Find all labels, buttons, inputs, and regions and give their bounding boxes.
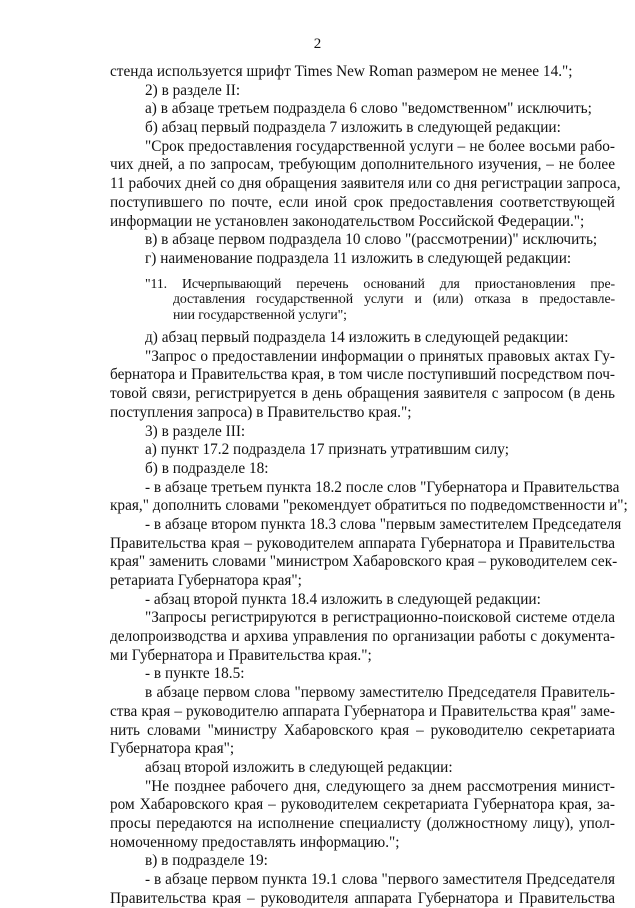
text-line: б) в подразделе 18: (145, 459, 269, 477)
text-line: - в абзаце третьем пункта 18.2 после слов "Губернатора и Правительства (145, 478, 620, 496)
text-line: "Запросы регистрируются в регистрационно-поисковой системе отдела (145, 609, 615, 627)
text-line: в абзаце первом слова "первому заместителю Председателя Правитель- (145, 684, 615, 702)
text-line: доставления государственной услуги и (или) отказа в предоставле- (173, 291, 615, 307)
document-body (110, 63, 628, 908)
text-line: края" заменить словами "министром Хабаровского края – руководителем сек- (110, 553, 618, 571)
text-line: стенда используется шрифт Times New Roman размером не менее 14."; (110, 63, 573, 80)
text-line: 11 рабочих дней со дня обращения заявителя или со дня регистрации запроса, (110, 175, 621, 193)
text-line: в) в абзаце первом подраздела 10 слово "(рассмотрении)" исключить; (145, 231, 598, 249)
text-line: поступления запроса) в Правительство края."; (110, 403, 412, 421)
text-line: поступившего по почте, если иной срок предоставления соответствующей (110, 193, 615, 211)
text-line: "Срок предоставления государственной услуги – не более восьми рабо- (145, 137, 615, 155)
page-number: 2 (313, 36, 322, 52)
text-line: ства края – руководителю аппарата Губернатора и Правительства края" заме- (110, 702, 615, 720)
text-line: "Не позднее рабочего дня, следующего за днем рассмотрения минист- (145, 777, 615, 795)
spacer (110, 269, 615, 276)
spacer (110, 322, 615, 329)
text-line: ми Губернатора и Правительства края."; (110, 646, 372, 664)
text-line: Правительства края – руководителем аппарата Губернатора и Правительства (110, 534, 615, 552)
text-line: "Запрос о предоставлении информации о принятых правовых актах Гу- (145, 347, 615, 365)
text-line: - в пункте 18.5: (145, 665, 245, 683)
text-line: информации не установлен законодательством Российской Федерации."; (110, 212, 585, 230)
text-line: а) в абзаце третьем подраздела 6 слово "ведомственном" исключить; (145, 100, 592, 118)
text-line: 3) в разделе III: (145, 422, 246, 440)
text-line: "11. Исчерпывающий перечень оснований для приостановления пре- (145, 275, 615, 291)
text-line: ретариата Губернатора края"; (110, 572, 302, 589)
text-line: д) абзац первый подраздела 14 изложить в следующей редакции: (145, 329, 569, 347)
text-line: Губернатора края"; (110, 740, 235, 758)
text-line: бернатора и Правительства края, в том числе поступивший посредством поч- (110, 366, 615, 384)
text-line: номоченному предоставлять информацию."; (110, 833, 400, 851)
text-line: края," дополнить словами "рекомендует обратиться по подведомственности и"; (110, 497, 628, 515)
text-line: - в абзаце первом пункта 19.1 слова "первого заместителя Председателя (145, 871, 615, 888)
text-line: г) наименование подраздела 11 изложить в следующей редакции: (145, 249, 572, 267)
text-line: Правительства края – руководителя аппарата Губернатора и Правительства (110, 889, 615, 907)
text-line: абзац второй изложить в следующей редакции: (145, 758, 453, 776)
text-line: 2) в разделе II: (145, 81, 241, 99)
text-line: нить словами "министру Хабаровского края – руководителю секретариата (110, 721, 615, 739)
text-line: товой связи, регистрируется в день обращения заявителя с запросом (в день (110, 385, 615, 403)
text-line: ром Хабаровского края – руководителем секретариата Губернатора края, за- (110, 796, 615, 814)
text-line: делопроизводства и архива управления по организации работы с документа- (110, 628, 615, 646)
text-line: а) пункт 17.2 подраздела 17 признать утратившим силу; (145, 441, 509, 459)
text-line: нии государственной услуги"; (173, 306, 347, 322)
text-line: чих дней, а по запросам, требующим дополнительного изучения, – не более (110, 156, 615, 174)
text-line: б) абзац первый подраздела 7 изложить в следующей редакции: (145, 119, 561, 137)
text-line: - в абзаце втором пункта 18.3 слова "первым заместителем Председателя (145, 515, 622, 533)
text-line: в) в подразделе 19: (145, 852, 268, 870)
text-line: просы передаются на исполнение специалисту (должностному лицу), упол- (110, 814, 615, 832)
text-line: - абзац второй пункта 18.4 изложить в следующей редакции: (145, 590, 541, 608)
